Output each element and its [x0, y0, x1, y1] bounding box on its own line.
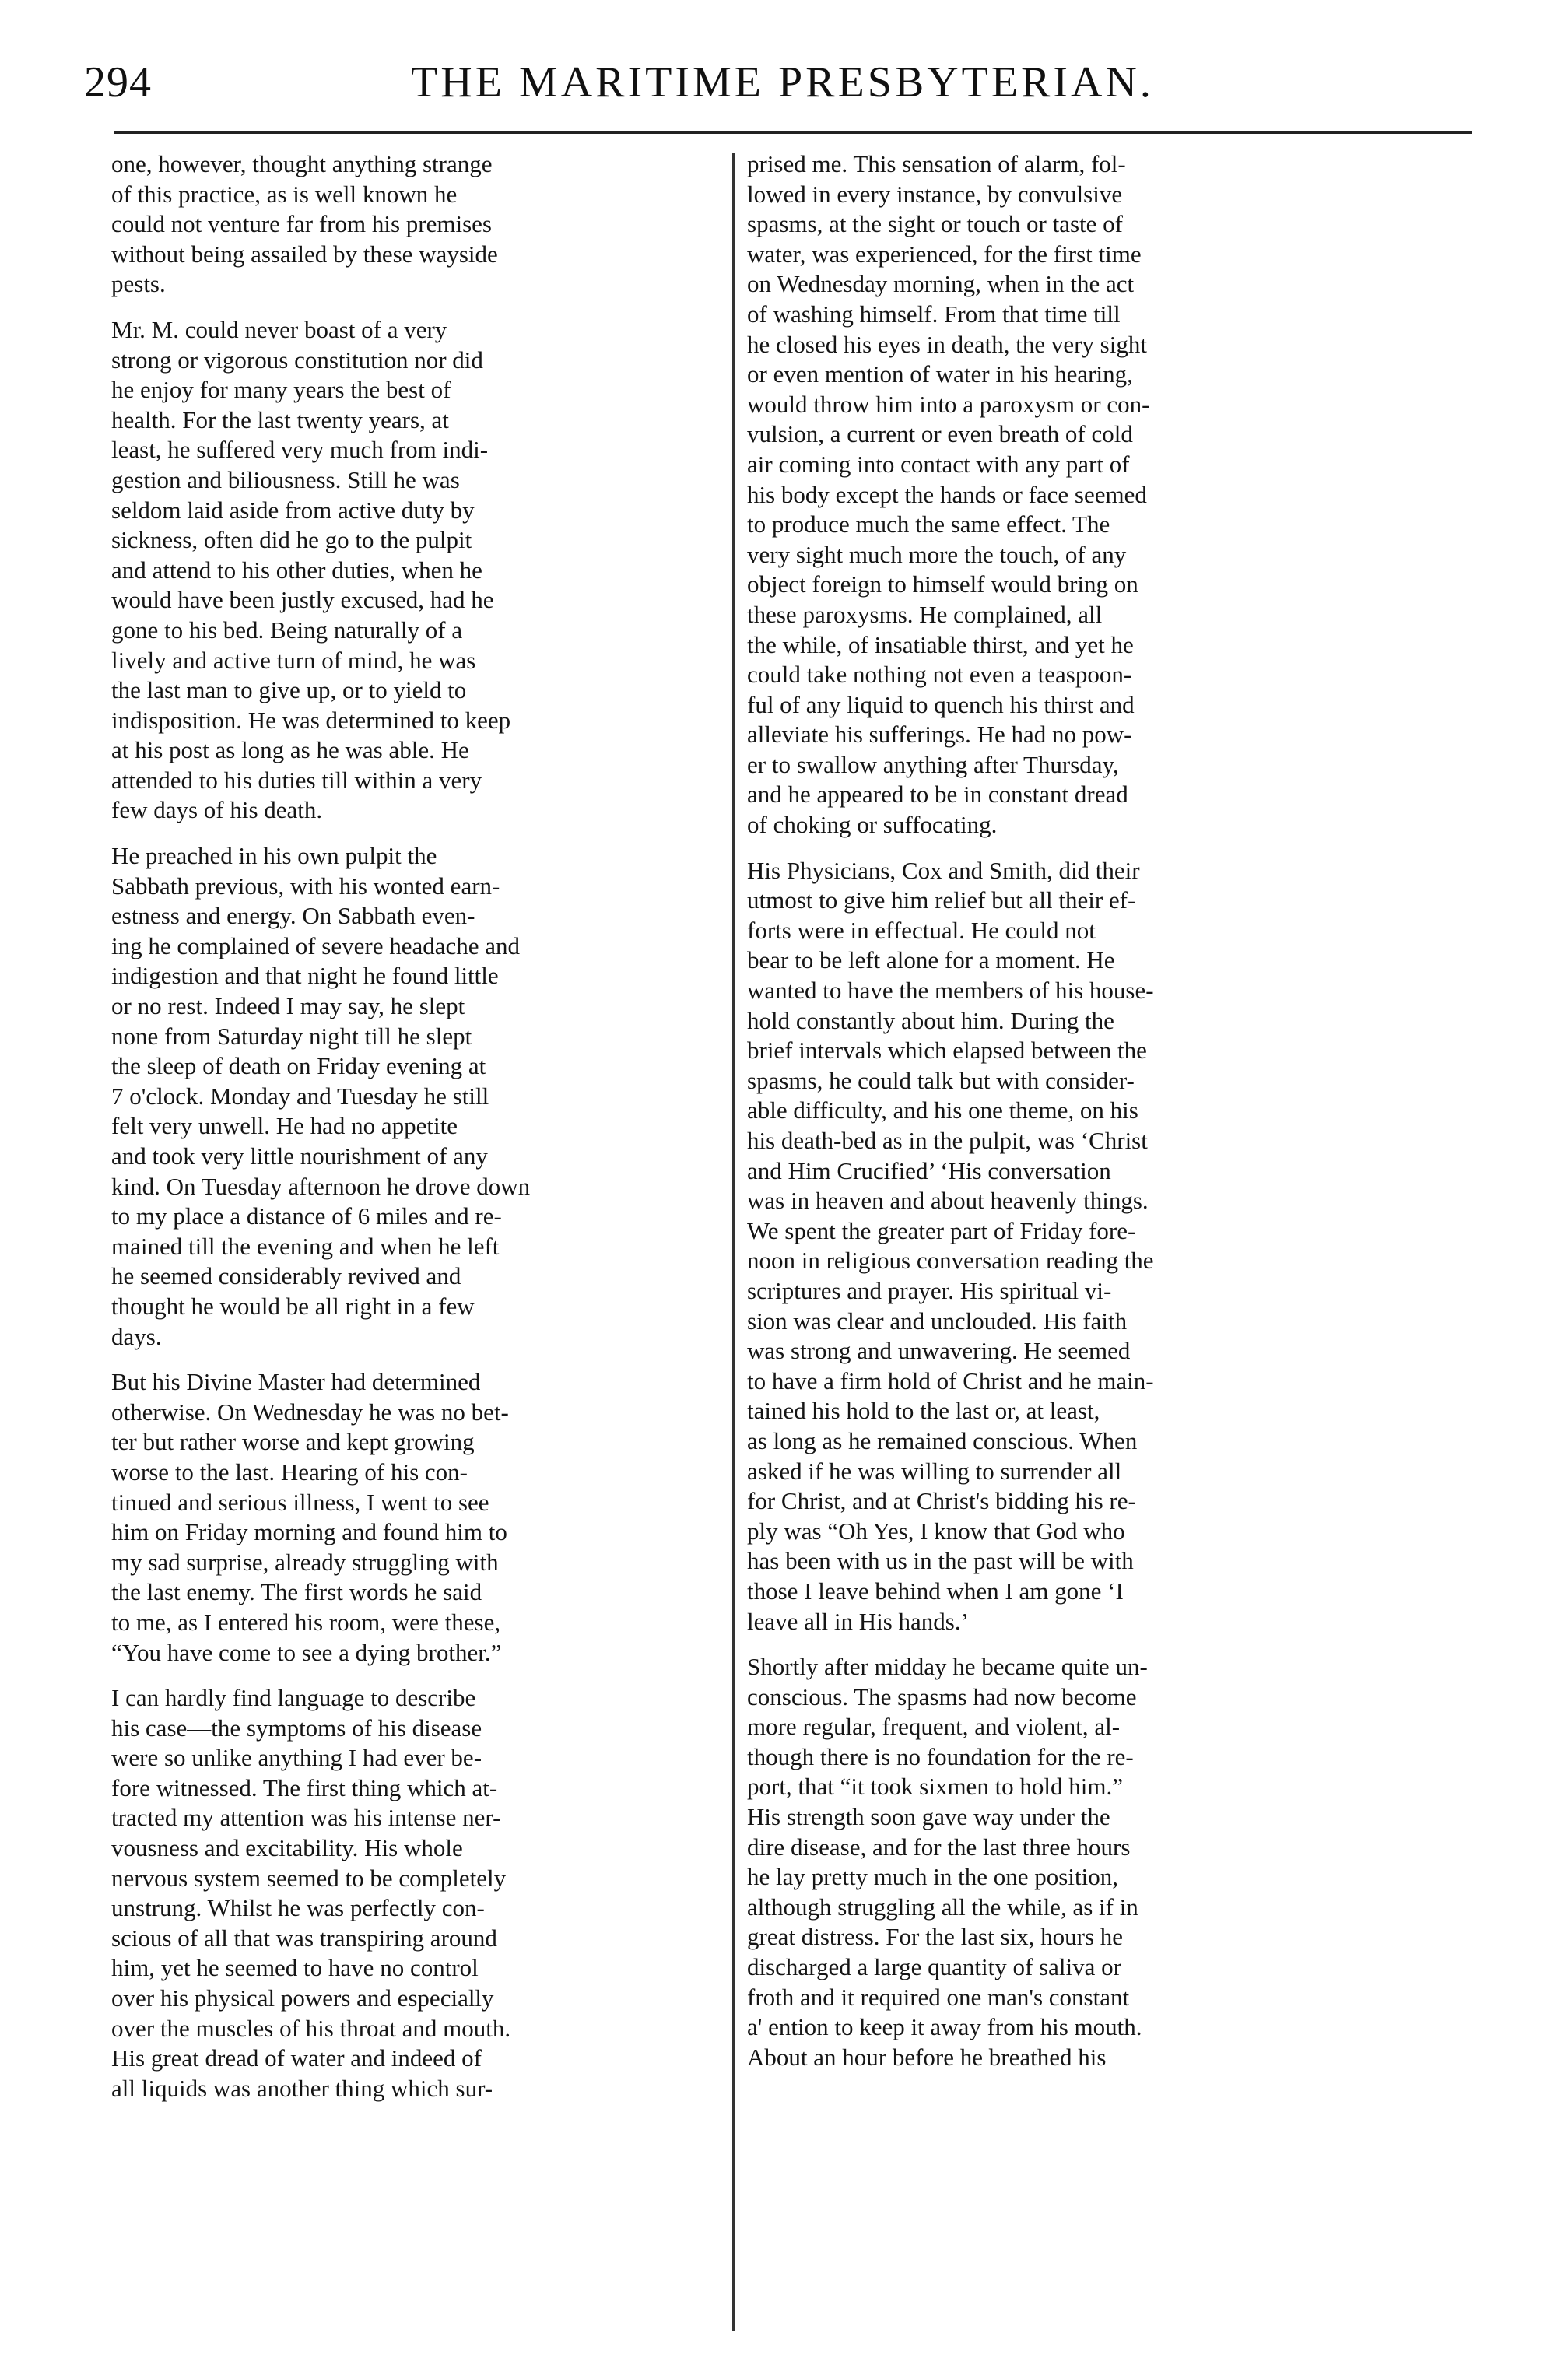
header-rule: [114, 131, 1472, 134]
left-column: [111, 149, 718, 2344]
page-header: [84, 54, 1481, 125]
paragraph-right-1: prised me. This sensation of alarm, fol- lowed in every instance, by convulsive spasms, at the sight or touch or taste of water, was experienced, for the first time on Wednesday morning, when in the act of washing himself. From that time till he closed his eyes in death, the very sight or even mention of water in his hearing, would throw him into a paroxysm or con- vulsion, a current or even breath of cold air coming into contact with any part of his body except the hands or face seemed to produce much the same effect. The very sight much more the touch, of any object foreign to himself would bring on these paroxysms. He complained, all the while, of insatiable thirst, and yet he could take nothing not even a teaspoon- ful of any liquid to quench his thirst and alleviate his sufferings. He had no pow- er to swallow anything after Thursday, and he appeared to be in constant dread of choking or suffocating.: [747, 150, 1150, 839]
paragraph-left-2: Mr. M. could never boast of a very strong or vigorous constitution nor did he enjoy for many years the best of health. For the last twenty years, at least, he suffered very much from indi- gestion and biliousness. Still he was seldom laid aside from active duty by sickness, often did he go to the pulpit and attend to his other duties, when he would have been justly excused, had he gone to his bed. Being naturally of a lively and active turn of mind, he was the last man to give up, or to yield to indisposition. He was determined to keep at his post as long as he was able. He attended to his duties till within a very few days of his death.: [111, 315, 511, 824]
paragraph-left-4: But his Divine Master had determined otherwise. On Wednesday he was no bet- ter but rather worse and kept growing worse to the last. Hearing of his con- tinued and serious illness, I went to see him on Friday morning and found him to my sad surprise, already struggling with the last enemy. The first words he said to me, as I entered his room, were these, “You have come to see a dying brother.”: [111, 1368, 509, 1666]
running-title: THE MARITIME PRESBYTERIAN.: [411, 58, 1154, 107]
paragraph-left-1: one, however, thought anything strange of this practice, as is well known he could not venture far from his premises without being assailed by these wayside pests.: [111, 150, 498, 298]
column-divider: [732, 153, 735, 2331]
page-number: 294: [84, 58, 152, 107]
paragraph-left-3: He preached in his own pulpit the Sabbath previous, with his wonted earn- estness and energy. On Sabbath even- ing he complained of severe headache and indigestion and that night he found little or no rest. Indeed I may say, he slept none from Saturday night till he slept the sleep of death on Friday evening at 7 o'clock. Monday and Tuesday he still felt very unwell. He had no appetite and took very little nourishment of any kind. On Tuesday afternoon he drove down to my place a distance of 6 miles and re- mained till the evening and when he left he seemed considerably revived and thought he would be all right in a few days.: [111, 842, 531, 1350]
paragraph-right-3: Shortly after midday he became quite un- conscious. The spasms had now become more regular, frequent, and violent, al- though there is no foundation for the re- port, that “it took sixmen to hold him.” His strength soon gave way under the dire disease, and for the last three hours he lay pretty much in the one position, although struggling all the while, as if in great distress. For the last six, hours he discharged a large quantity of saliva or froth and it required one man's constant a' ention to keep it away from his mouth. About an hour before he breathed his: [747, 1653, 1148, 2071]
paragraph-right-2: His Physicians, Cox and Smith, did their utmost to give him relief but all their ef- forts were in effectual. He could not bear to be left alone for a moment. He wanted to have the members of his house- hold constantly about him. During the brief intervals which elapsed between the spasms, he could talk but with consider- able difficulty, and his one theme, on his his death-bed as in the pulpit, was ‘Christ and Him Crucified’ ‘His conversation was in heaven and about heavenly things. We spent the greater part of Friday fore- noon in religious conversation reading the scriptures and prayer. His spiritual vi- sion was clear and unclouded. His faith was strong and unwavering. He seemed to have a firm hold of Christ and he main- tained his hold to the last or, at least, as long as he remained conscious. When asked if he was willing to surrender all for Christ, and at Christ's bidding his re- ply was “Oh Yes, I know that God who has been with us in the past will be with those I leave behind when I am gone ‘I leave all in His hands.’: [747, 856, 1154, 1635]
right-column: [747, 149, 1354, 2344]
paragraph-left-5: I can hardly find language to describe his case—the symptoms of his disease were so unlike anything I had ever be- fore witnessed. The first thing which at- tracted my attention was his intense ner- vousness and excitability. His whole nervous system seemed to be completely unstrung. Whilst he was perfectly con- scious of all that was transpiring around him, yet he seemed to have no control over his physical powers and especially over the muscles of his throat and mouth. His great dread of water and indeed of all liquids was another thing which sur-: [111, 1684, 511, 2102]
